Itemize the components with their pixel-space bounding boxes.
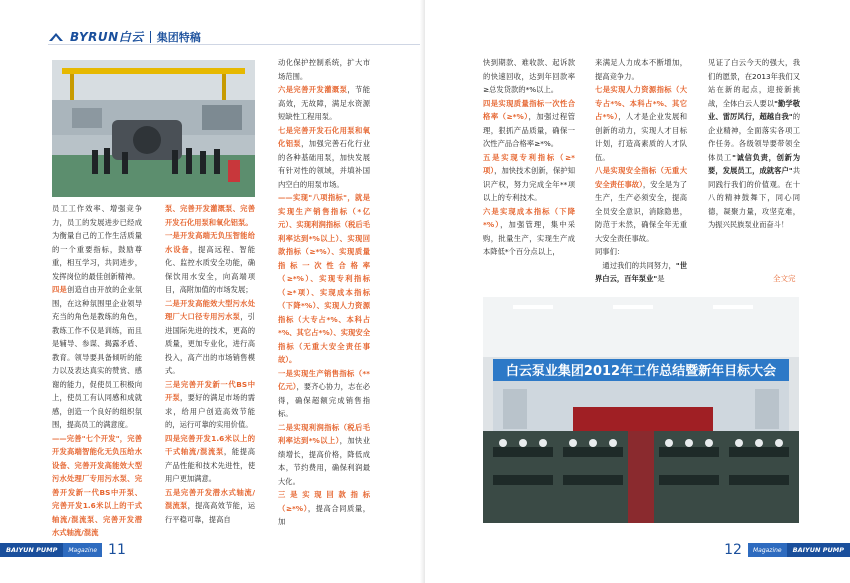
highlight: 八是实现安全指标（无重大安全责任事故） — [595, 166, 687, 189]
paragraph — [278, 367, 370, 421]
paragraph: 动化保护控制系统，扩大市场范围。 — [278, 58, 370, 81]
factory-illustration — [52, 60, 255, 197]
highlight: 二是实现利润指标（税后毛利率达到*%以上） — [278, 422, 370, 445]
highlight: 一是开发高端无负压智能给水设备 — [165, 231, 255, 254]
conference-illustration — [483, 297, 799, 523]
highlight: 四是 — [52, 285, 68, 294]
page-number: 12 — [724, 542, 742, 558]
highlight: 三是实现回款指标（≥*%） — [278, 490, 370, 513]
highlight: 四是完善开发1.6米以上的干式轴流/混流泵 — [165, 433, 255, 456]
paragraph-text: ，安全是为了生产，生产必须安全，提高全员安全意识，消除隐患，防范于未然，确保全年无重大安全责任事故。 — [595, 179, 687, 243]
paragraph — [278, 488, 370, 529]
byrun-logo-icon — [48, 31, 64, 43]
brand-name: BYRUN白云 — [70, 30, 144, 44]
paragraph — [165, 378, 255, 432]
paragraph: 同事们： — [595, 247, 625, 256]
paragraph-text: 创造自由开放的企业氛围，在这种氛围里企业领导充当的角色是教练的角色，教练工作不仅是训练，而且是辅导、参谋、揭露矛盾、教育。领导要具备倾听的能力以及表达真实的赞赏、感谢的能力，促使员工积极向上，使员工有认同感和成就感，创造一个良好的组织氛围，提高员工的满意度。 — [52, 285, 143, 429]
page-number: 11 — [108, 542, 126, 558]
highlight: 七是实现人力资源指标（大专占*%、本科占*%、其它占*%） — [595, 85, 687, 121]
paragraph-text: ，加快技术创新，保护知识产权，努力完成全年**项以上的专利技术。 — [483, 166, 575, 202]
paragraph-text: ，加强管理，集中采购，批量生产，实现生产成本降低*个百分点以上， — [483, 220, 576, 256]
right-footer — [718, 543, 850, 557]
conference-photo — [483, 297, 799, 523]
header-separator — [150, 31, 151, 43]
paragraph — [708, 56, 800, 232]
footer-brand: BAIYUN PUMP — [787, 543, 850, 557]
paragraph-text: ，加强过程管理，狠抓产品质量，确保一次性产品合格率≥*%。 — [483, 112, 575, 148]
paragraph — [165, 432, 255, 486]
paragraph-text: 通过我们的共同努力， — [602, 260, 676, 270]
paragraph-text: ，要好的满足市场的需求，给用户创造高效节能的，运行可靠的实用价值。 — [165, 393, 256, 429]
factory-photo — [52, 60, 255, 197]
paragraph-text: 共同践行我们的价值观。在十八的精神鼓舞下，同心同德，凝聚力量，攻坚克难，为振兴民族泵业而奋斗！ — [708, 166, 800, 229]
footer-magazine: Magazine — [63, 543, 102, 557]
paragraph-text: ，人才是企业发展和创新的动力，实现人才目标计划，打造高素质的人才队伍。 — [595, 112, 687, 162]
page-header — [48, 28, 201, 45]
text-column-1 — [52, 202, 142, 540]
paragraph-text: ，要齐心协力，志在必得，确保超额完成销售指标。 — [278, 382, 370, 418]
signoff: 全文完 — [773, 274, 796, 283]
highlight: 二是开发高能效大型污水处理厂大口径专用污水泵 — [165, 298, 255, 321]
paragraph — [165, 297, 255, 378]
bold-phrase: "勤学敬业、雷厉风行，超越自我" — [708, 98, 800, 121]
paragraph-text: ，提高高效节能，运行平稳可靠，提高自 — [165, 501, 256, 524]
text-column-4 — [483, 56, 575, 259]
paragraph — [165, 486, 255, 527]
paragraph: 员工工作效率、增强竞争力，员工的发展进步已经成为衡量自己的工作生活质量的一个重要指标，鼓励尊重，相互学习，共同进步，发挥岗位的最佳创新精神。 — [52, 204, 142, 281]
paragraph: ——完善"七个开发"，完善开发高端智能化无负压给水设备、完善开发高能效大型污水处理厂专用污水泵、完善开发新一代BS中开泵、完善开发1.6米以上的干式轴流/混流泵、完善开发潜水式轴流/混流 — [52, 433, 142, 537]
footer-magazine: Magazine — [748, 543, 787, 557]
bold-phrase: "诚信负责，创新为要，发展员工，成就客户" — [708, 152, 800, 175]
right-page — [425, 0, 850, 583]
paragraph-text: ，加快业绩增长，提高价格，降低成本，节约费用，确保利润最大化。 — [278, 436, 371, 486]
paragraph — [278, 124, 370, 192]
paragraph — [595, 83, 687, 164]
paragraph: 来满足人力成本不断增加，提高竞争力。 — [595, 58, 687, 81]
paragraph-text: ，节能高效，无故障，满足水资源短缺性工程用泵。 — [278, 85, 371, 121]
paragraph-text: ，引进国际先进的技术，更高的质量，更加专业化，进行高投入，高产出的市场销售模式。 — [165, 312, 256, 375]
footer-brand: BAIYUN PUMP — [0, 543, 63, 557]
paragraph-text: 见证了白云今天的强大，我们的愿景，在2013年我们又站在新的起点，迎接新挑战，全体白云人要以 — [708, 58, 800, 108]
paragraph-text: ，提高合同质量，加 — [278, 503, 371, 526]
text-column-5 — [595, 56, 687, 286]
text-column-3 — [278, 56, 370, 529]
header-rule — [48, 44, 425, 45]
paragraph-text: 是 — [657, 274, 665, 283]
paragraph — [278, 83, 370, 124]
left-footer — [0, 543, 132, 557]
highlight: 一是实现生产销售指标（**亿元） — [278, 368, 370, 391]
paragraph — [483, 205, 575, 259]
paragraph — [483, 151, 575, 205]
paragraph — [52, 283, 142, 432]
paragraph-text: ，能提高产品性能和技术先进性，使用户更加满意。 — [165, 447, 256, 483]
paragraph-text: ，加强完善石化行业的各种基础用泵，加快发展有针对性的领域，并填补国内空白的用泵市场。 — [278, 139, 371, 189]
paragraph: ——实现"八项指标"，就是实现生产销售指标（*亿元）、实现利润指标（税后毛利率达到*%以上）、实现回款指标（≥*%）、实现质量指标一次性合格率（≥*%）、实现专利指标（≥*项）、实现成本指标（下降*%）、实现人力资源指标（大专占*%、本科占*%、其它占*%）、实现安全指标（无重大安全责任事故）。 — [278, 193, 370, 364]
paragraph: 泵、完善开发灌溉泵、完善开发石化用泵和氧化铝泵。 — [165, 204, 255, 227]
section-title: 集团特稿 — [156, 30, 201, 44]
paragraph — [165, 229, 255, 297]
conference-banner: 白云泵业集团2012年工作总结暨新年目标大会 — [505, 364, 777, 379]
highlight: 四是实现质量指标一次性合格率（≥*%） — [483, 98, 575, 121]
text-column-2 — [165, 202, 255, 526]
paragraph — [595, 259, 687, 286]
bold-phrase: "世界白云，百年泵业" — [595, 260, 688, 283]
highlight: 五是完善开发潜水式轴流/混流泵 — [165, 487, 255, 510]
paragraph — [278, 421, 370, 489]
highlight: 三是完善开发新一代BS中开泵 — [165, 379, 255, 402]
paragraph — [595, 164, 687, 245]
paragraph-text: 的企业精神，全面落实各项工作任务。各级领导要带领全体员工 — [708, 112, 800, 162]
paragraph: 快到期款、难收款、起诉款的快速回收，达到年回款率≥总发货款的*%以上。 — [483, 58, 575, 94]
highlight: 七是完善开发石化用泵和氧化铝泵 — [278, 125, 370, 148]
paragraph-text: ，提高远程、智能化、监控水质安全功能，确保饮用水安全，向高端项目，高附加值的市场发展； — [165, 244, 256, 294]
highlight: 六是实现成本指标（下降*%） — [483, 206, 575, 229]
highlight: 五是实现专利指标（≥*项） — [483, 152, 575, 175]
paragraph — [483, 97, 575, 151]
text-column-6 — [708, 56, 800, 232]
highlight: 六是完善开发灌溉泵 — [278, 85, 348, 94]
